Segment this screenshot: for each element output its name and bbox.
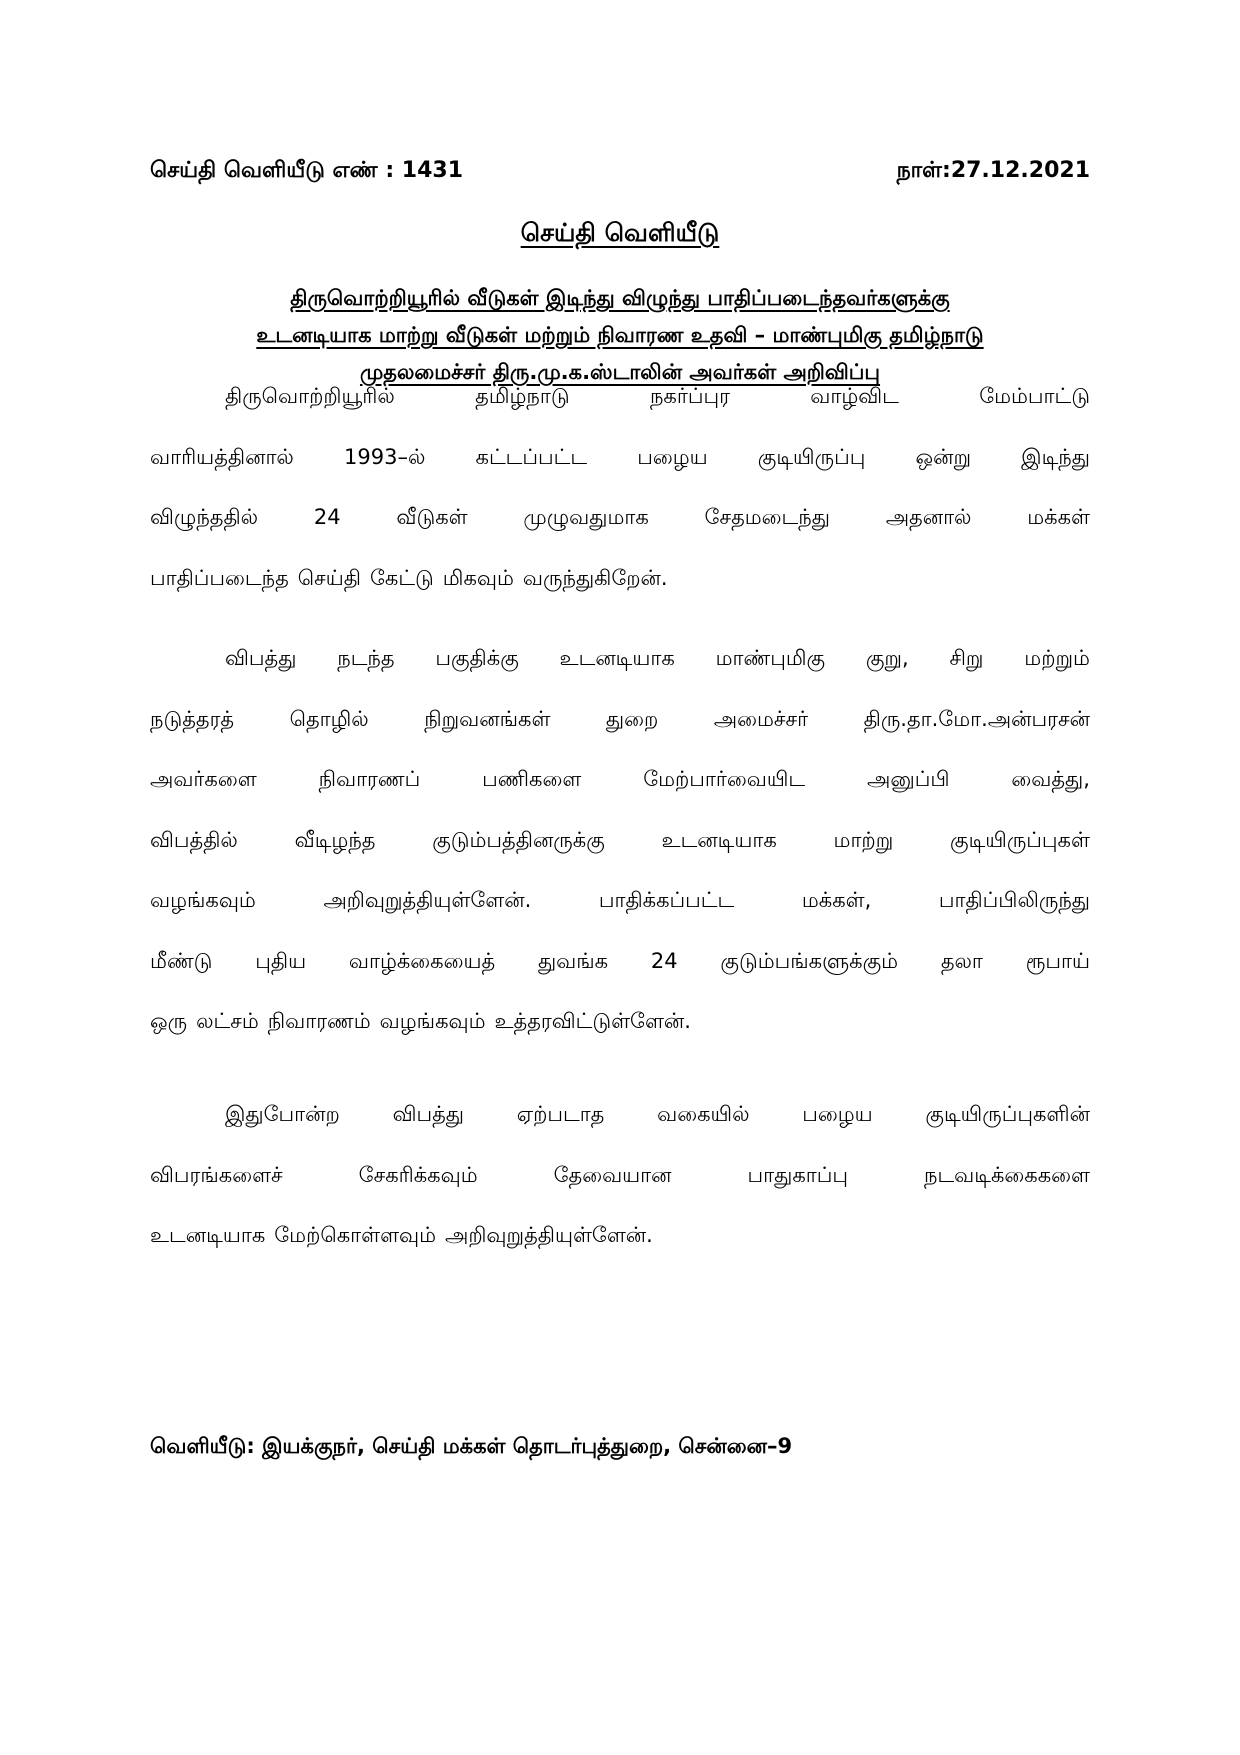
word: 24 xyxy=(313,505,341,529)
word: குடியிருப்புகள் xyxy=(950,827,1090,852)
word: நகர்ப்புர xyxy=(649,384,730,408)
word: வகையில் xyxy=(657,1102,750,1126)
word: கேட்டு xyxy=(369,565,434,590)
word: மிகவும் xyxy=(442,565,514,590)
word: ஏற்படாத xyxy=(516,1102,605,1126)
word: விழுந்ததில் xyxy=(150,505,259,529)
word: இடிந்து xyxy=(1021,444,1090,469)
word: வீடுகள் xyxy=(396,505,468,529)
word: அதனால் xyxy=(885,505,972,529)
word: சேதமடைந்து xyxy=(704,505,830,529)
paragraph-line xyxy=(150,548,1090,609)
word: திருவொற்றியூரில் xyxy=(225,384,395,408)
word: நிறுவனங்கள் xyxy=(424,706,551,731)
release-number: செய்தி வெளியீடு எண் : 1431 xyxy=(150,158,464,183)
footer-issuer: வெளியீடு: இயக்குநர், செய்தி மக்கள் தொடர்புத்துறை, சென்னை–9 xyxy=(150,1434,793,1458)
word: உத்தரவிட்டுள்ளேன். xyxy=(494,1009,691,1033)
word: பாதிக்கப்பட்ட xyxy=(598,888,735,912)
word: 24 xyxy=(650,948,678,973)
word: மேற்கொள்ளவும் xyxy=(274,1223,437,1247)
word: திரு.தா.மோ.அன்பரசன் xyxy=(863,706,1090,731)
word: முழுவதுமாக xyxy=(523,505,649,529)
word: பாதிப்படைந்த xyxy=(150,565,289,590)
word: விபத்து xyxy=(225,646,297,670)
paragraph-line xyxy=(150,870,1090,931)
word: விபரங்களைச் xyxy=(150,1162,283,1187)
body-paragraph-2 xyxy=(150,628,1090,1052)
word: விபத்து xyxy=(392,1102,464,1126)
word: மற்றும் xyxy=(1024,646,1090,670)
word: இதுபோன்ற xyxy=(225,1102,340,1126)
body-paragraph-1 xyxy=(150,366,1090,608)
word: மாற்று xyxy=(833,827,894,852)
word: பகுதிக்கு xyxy=(435,646,519,670)
word: பழைய xyxy=(637,444,708,469)
release-header xyxy=(150,158,1090,194)
word: செய்தி xyxy=(297,565,361,590)
headline-line: திருவொற்றியூரில் வீடுகள் இடிந்து விழுந்து பாதிப்படைந்தவர்களுக்கு xyxy=(290,286,950,310)
headline-line: முதலமைச்சர் திரு.மு.க.ஸ்டாலின் அவர்கள் அறிவிப்பு xyxy=(359,360,881,384)
word: கட்டப்பட்ட xyxy=(475,444,588,469)
word: தொழில் xyxy=(289,706,369,731)
word: உடனடியாக xyxy=(559,646,675,670)
word: உடனடியாக xyxy=(150,1223,266,1247)
word: குடும்பத்தினருக்கு xyxy=(432,827,605,852)
paragraph-line xyxy=(150,810,1090,871)
paragraph-line xyxy=(150,487,1090,548)
word: பாதுகாப்பு xyxy=(747,1162,848,1187)
word: வழங்கவும் xyxy=(379,1009,486,1033)
word: அறிவுறுத்தியுள்ளேன். xyxy=(323,888,532,912)
document-title: செய்தி வெளியீடு xyxy=(520,218,720,247)
word: நிவாரணப் xyxy=(318,767,421,791)
word: விபத்தில் xyxy=(150,827,238,852)
word: துவங்க xyxy=(537,948,609,973)
headline-line: உடனடியாக மாற்று வீடுகள் மற்றும் நிவாரண உதவி – மாண்புமிகு தமிழ்நாடு xyxy=(256,323,984,347)
word: தலா xyxy=(940,948,983,973)
paragraph-line xyxy=(150,628,1090,689)
word: உடனடியாக xyxy=(661,827,777,852)
word: மேம்பாட்டு xyxy=(979,384,1090,408)
release-date: நாள்:27.12.2021 xyxy=(896,158,1090,183)
word: வருந்துகிறேன். xyxy=(522,565,668,590)
word: அனுப்பி xyxy=(867,767,950,791)
word: வைத்து, xyxy=(1011,767,1090,791)
word: அவர்களை xyxy=(150,767,257,791)
word: வழங்கவும் xyxy=(150,888,256,912)
word: சேகரிக்கவும் xyxy=(358,1162,478,1187)
word: வீடிழந்த xyxy=(294,827,376,852)
word: நிவாரணம் xyxy=(267,1009,371,1033)
word: ரூபாய் xyxy=(1025,948,1090,973)
word: அமைச்சர் xyxy=(713,706,809,731)
word: மேற்பார்வையிட xyxy=(643,767,806,791)
word: குடும்பங்களுக்கும் xyxy=(720,948,899,973)
word: சிறு xyxy=(949,646,984,670)
paragraph-line xyxy=(150,1084,1090,1145)
word: மக்கள், xyxy=(801,888,872,912)
word: வாழ்க்கையைத் xyxy=(348,948,496,973)
word: மக்கள் xyxy=(1027,505,1090,529)
word: லட்சம் xyxy=(196,1009,259,1033)
word: அறிவுறுத்தியுள்ளேன். xyxy=(445,1223,653,1247)
paragraph-line xyxy=(150,366,1090,427)
paragraph-line xyxy=(150,427,1090,488)
paragraph-line xyxy=(150,1145,1090,1206)
word: ஒன்று xyxy=(915,444,971,469)
paragraph-line xyxy=(150,749,1090,810)
word: நடந்த xyxy=(337,646,395,670)
paragraph-line xyxy=(150,1205,1090,1266)
word: வாரியத்தினால் xyxy=(150,444,294,469)
word: தமிழ்நாடு xyxy=(475,384,570,408)
paragraph-line xyxy=(150,931,1090,992)
word: தேவையான xyxy=(553,1162,672,1187)
word: 1993–ல் xyxy=(344,444,426,469)
word: பழைய xyxy=(802,1102,873,1126)
word: குறு, xyxy=(865,646,909,670)
paragraph-line xyxy=(150,991,1090,1052)
word: வாழ்விட xyxy=(810,384,899,408)
word: பணிகளை xyxy=(482,767,582,791)
body-paragraph-3 xyxy=(150,1084,1090,1266)
word: பாதிப்பிலிருந்து xyxy=(938,888,1090,912)
paragraph-line xyxy=(150,689,1090,750)
word: துறை xyxy=(605,706,659,731)
word: நடவடிக்கைகளை xyxy=(923,1162,1090,1187)
word: நடுத்தரத் xyxy=(150,706,235,731)
word: குடியிருப்புகளின் xyxy=(925,1102,1090,1126)
word: மாண்புமிகு xyxy=(715,646,826,670)
word: புதிய xyxy=(255,948,307,973)
word: குடியிருப்பு xyxy=(757,444,866,469)
word: மீண்டு xyxy=(150,948,213,973)
word: ஒரு xyxy=(150,1009,188,1033)
